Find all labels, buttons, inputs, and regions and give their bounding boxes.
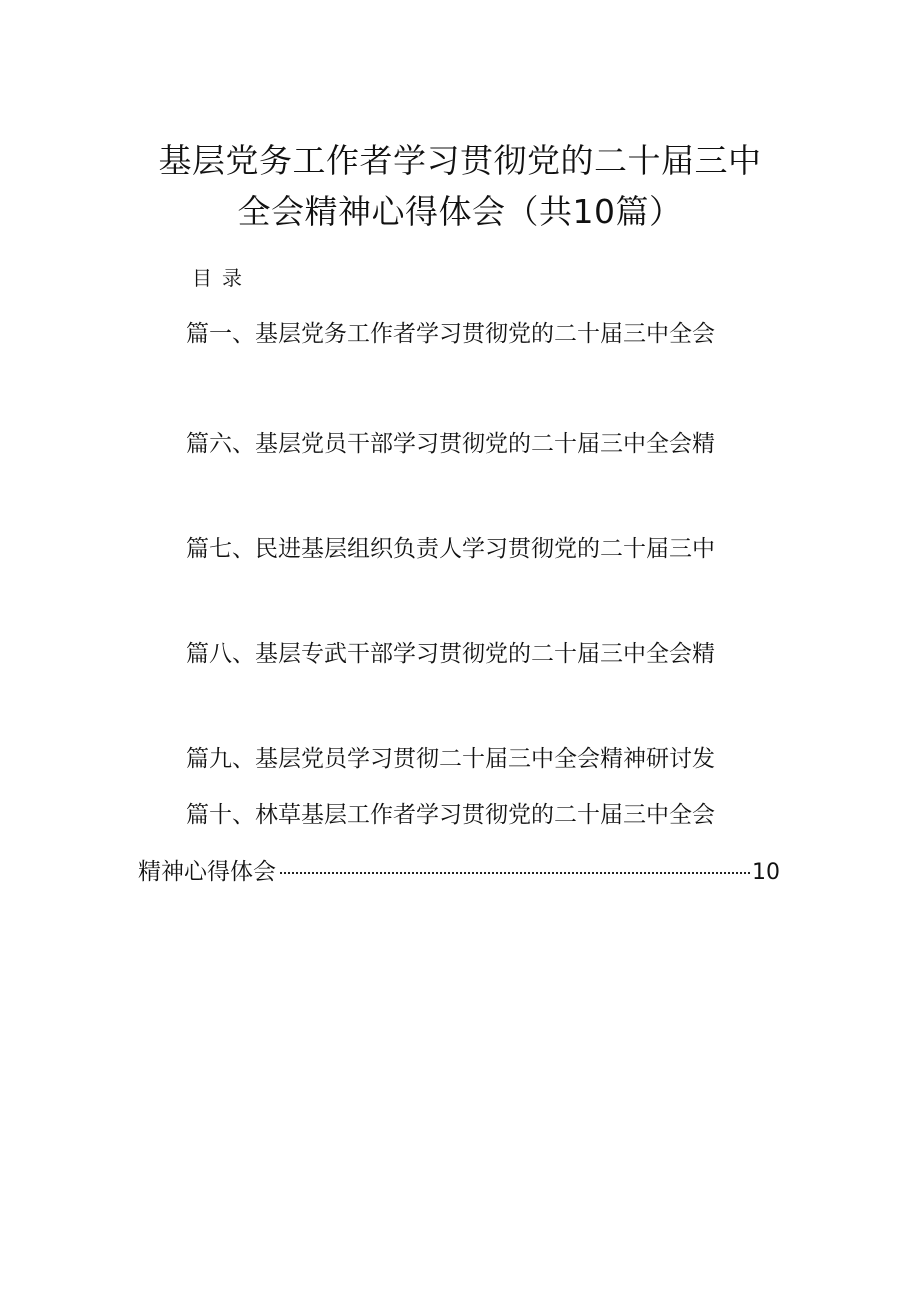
- toc-entry[interactable]: 篇六、基层党员干部学习贯彻党的二十届三中全会精: [186, 431, 715, 457]
- toc-entry[interactable]: 篇一、基层党务工作者学习贯彻党的二十届三中全会: [186, 321, 715, 347]
- toc-entry-continuation-text: 精神心得体会: [138, 859, 276, 885]
- toc-entry[interactable]: 篇七、民进基层组织负责人学习贯彻党的二十届三中: [186, 536, 715, 562]
- toc-entry[interactable]: 篇九、基层党员学习贯彻二十届三中全会精神研讨发: [186, 746, 715, 772]
- toc-heading: 目录: [192, 266, 252, 290]
- toc-page-number: 10: [752, 860, 780, 885]
- toc-entry-continuation[interactable]: [138, 853, 780, 886]
- toc-entry[interactable]: 篇八、基层专武干部学习贯彻党的二十届三中全会精: [186, 641, 715, 667]
- document-title-line-2: 全会精神心得体会（共10篇）: [237, 192, 683, 231]
- toc-dot-leader: [280, 853, 750, 879]
- document-title-line-1: 基层党务工作者学习贯彻党的二十届三中: [158, 141, 762, 180]
- toc-entry[interactable]: 篇十、林草基层工作者学习贯彻党的二十届三中全会: [186, 802, 715, 828]
